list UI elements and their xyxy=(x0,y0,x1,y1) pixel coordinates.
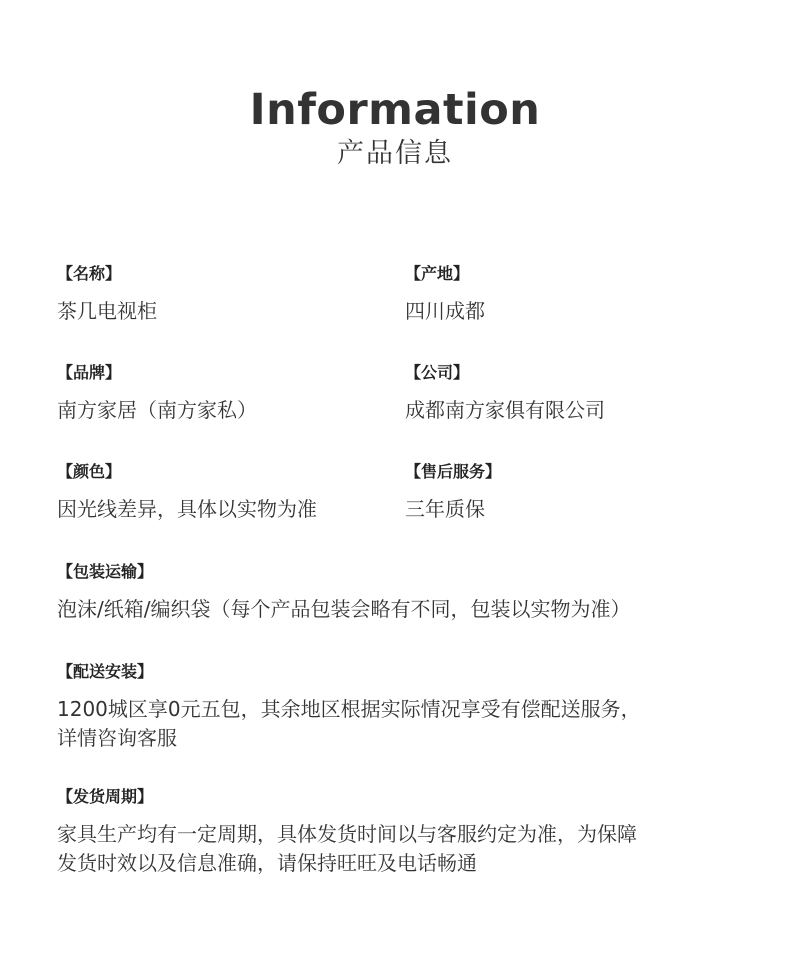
field-name xyxy=(57,262,157,326)
field-company-value: 成都南方家俱有限公司 xyxy=(405,398,605,422)
field-color-label: 【颜色】 xyxy=(57,462,122,481)
field-company-label: 【公司】 xyxy=(405,363,470,382)
field-brand xyxy=(57,361,257,425)
field-shipping xyxy=(57,785,737,878)
field-shipping-line: 发货时效以及信息准确，请保持旺旺及电话畅通 xyxy=(57,851,477,875)
field-color xyxy=(57,460,317,524)
field-delivery-label: 【配送安装】 xyxy=(57,662,154,681)
field-color-value: 因光线差异，具体以实物为准 xyxy=(57,497,317,521)
field-after-sales-value: 三年质保 xyxy=(405,497,485,521)
page-subtitle: 产品信息 xyxy=(337,138,453,169)
field-delivery xyxy=(57,660,737,753)
field-brand-value: 南方家居（南方家私） xyxy=(57,398,257,422)
field-shipping-line: 家具生产均有一定周期，具体发货时间以与客服约定为准，为保障 xyxy=(57,822,637,846)
field-origin xyxy=(405,262,485,326)
field-shipping-value xyxy=(57,820,737,878)
field-origin-value: 四川成都 xyxy=(405,299,485,323)
field-packaging-value: 泡沫/纸箱/编织袋（每个产品包装会略有不同，包装以实物为准） xyxy=(57,597,631,621)
field-company xyxy=(405,361,605,425)
field-after-sales-label: 【售后服务】 xyxy=(405,462,502,481)
field-shipping-label: 【发货周期】 xyxy=(57,787,154,806)
field-packaging-label: 【包装运输】 xyxy=(57,562,154,581)
field-delivery-line: 详情咨询客服 xyxy=(57,726,177,750)
field-delivery-line: 1200城区享0元五包，其余地区根据实际情况享受有偿配送服务， xyxy=(57,697,641,721)
field-after-sales xyxy=(405,460,501,524)
field-name-value: 茶几电视柜 xyxy=(57,299,157,323)
field-brand-label: 【品牌】 xyxy=(57,363,122,382)
field-delivery-value xyxy=(57,695,737,753)
page-title: Information xyxy=(249,85,541,135)
field-name-label: 【名称】 xyxy=(57,264,122,283)
field-origin-label: 【产地】 xyxy=(405,264,470,283)
field-packaging xyxy=(57,560,737,624)
